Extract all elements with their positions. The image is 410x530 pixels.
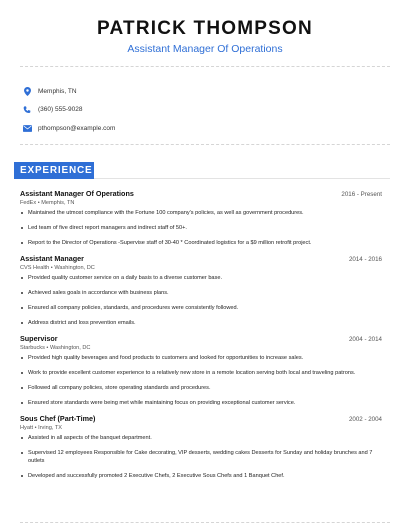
- company-location: Irving, TX: [38, 425, 62, 431]
- job-bullet: Provided high quality beverages and food products to customers and looked for opportunities to increase sales.: [20, 354, 382, 362]
- job-bullet: Ensured all company policies, standards, and procedures were consistently followed.: [20, 304, 382, 312]
- job-entry: [20, 254, 382, 327]
- experience-heading: EXPERIENCE: [14, 162, 94, 179]
- job-company-line: CVS Health • Washington, DC: [20, 265, 95, 271]
- job-bullets: [20, 274, 382, 327]
- job-bullet: Supervised 12 employees Responsible for Cake decorating, VIP desserts, wedding cakes Desserts for Sunday and holiday brunches and 7 outlets: [20, 449, 382, 465]
- job-entry: [20, 414, 382, 480]
- job-dates: 2004 - 2014: [348, 336, 382, 343]
- job-company-line: Hyatt • Irving, TX: [20, 425, 62, 431]
- company-location: Memphis, TN: [41, 200, 75, 206]
- job-bullets: [20, 354, 382, 407]
- job-entry: [20, 334, 382, 407]
- contact-list: [22, 82, 115, 137]
- envelope-icon: [22, 123, 32, 133]
- job-title: Sous Chef (Part-Time): [20, 414, 96, 423]
- job-bullet: Assisted in all aspects of the banquet department.: [20, 434, 382, 442]
- candidate-title: Assistant Manager Of Operations: [127, 43, 283, 55]
- company-name: Hyatt: [20, 425, 34, 431]
- job-bullet: Address district and loss prevention emails.: [20, 319, 382, 327]
- job-bullet: Work to provide excellent customer experience to a relatively new store in a remote location serving both local and traveling patrons.: [20, 369, 382, 377]
- job-bullets: [20, 434, 382, 480]
- job-title: Supervisor: [20, 334, 58, 343]
- experience-list: [20, 189, 382, 487]
- company-location: Washington, DC: [54, 265, 95, 271]
- header-divider: [20, 66, 390, 67]
- job-bullet: Achieved sales goals in accordance with business plans.: [20, 289, 382, 297]
- footer-divider: [20, 522, 390, 523]
- job-dates: 2016 - Present: [341, 191, 382, 198]
- job-title: Assistant Manager: [20, 254, 84, 263]
- job-bullet: Ensured store standards were being met while maintaining focus on providing exceptional customer service.: [20, 399, 382, 407]
- job-dates: 2014 - 2016: [348, 256, 382, 263]
- company-name: Starbucks: [20, 345, 45, 351]
- location-text: Memphis, TN: [38, 87, 77, 95]
- email-link[interactable]: pthompson@example.com: [38, 124, 116, 132]
- job-bullet: Led team of five direct report managers and indirect staff of 50+.: [20, 224, 382, 232]
- job-title: Assistant Manager Of Operations: [20, 189, 134, 198]
- contact-phone: [22, 101, 115, 119]
- experience-underline: [94, 178, 390, 179]
- job-bullet: Provided quality customer service on a daily basis to a diverse customer base.: [20, 274, 382, 282]
- job-bullet: Developed and successfully promoted 2 Executive Chefs, 2 Executive Sous Chefs and 1 Banquet Chef.: [20, 472, 382, 480]
- company-location: Washington, DC: [49, 345, 91, 351]
- company-name: FedEx: [20, 200, 37, 206]
- resume-header: [0, 0, 410, 56]
- contact-email[interactable]: [22, 119, 115, 137]
- job-entry: [20, 189, 382, 247]
- phone-icon: [22, 105, 32, 115]
- contact-location: [22, 82, 115, 100]
- job-company-line: FedEx • Memphis, TN: [20, 200, 75, 206]
- job-bullets: [20, 209, 382, 247]
- job-bullet: Maintained the utmost compliance with the Fortune 100 company's policies, as well as government procedures.: [20, 209, 382, 217]
- job-dates: 2002 - 2004: [348, 416, 382, 423]
- job-company-line: Starbucks • Washington, DC: [20, 345, 91, 351]
- contact-divider: [20, 144, 390, 145]
- job-bullet: Report to the Director of Operations -Supervise staff of 30-40 * Coordinated logistics for a $9 million retrofit project.: [20, 239, 382, 247]
- company-name: CVS Health: [20, 265, 50, 271]
- candidate-name: PATRICK THOMPSON: [97, 18, 313, 39]
- map-pin-icon: [22, 86, 32, 96]
- job-bullet: Followed all company policies, store operating standards and procedures.: [20, 384, 382, 392]
- phone-text: (360) 555-9028: [38, 106, 83, 113]
